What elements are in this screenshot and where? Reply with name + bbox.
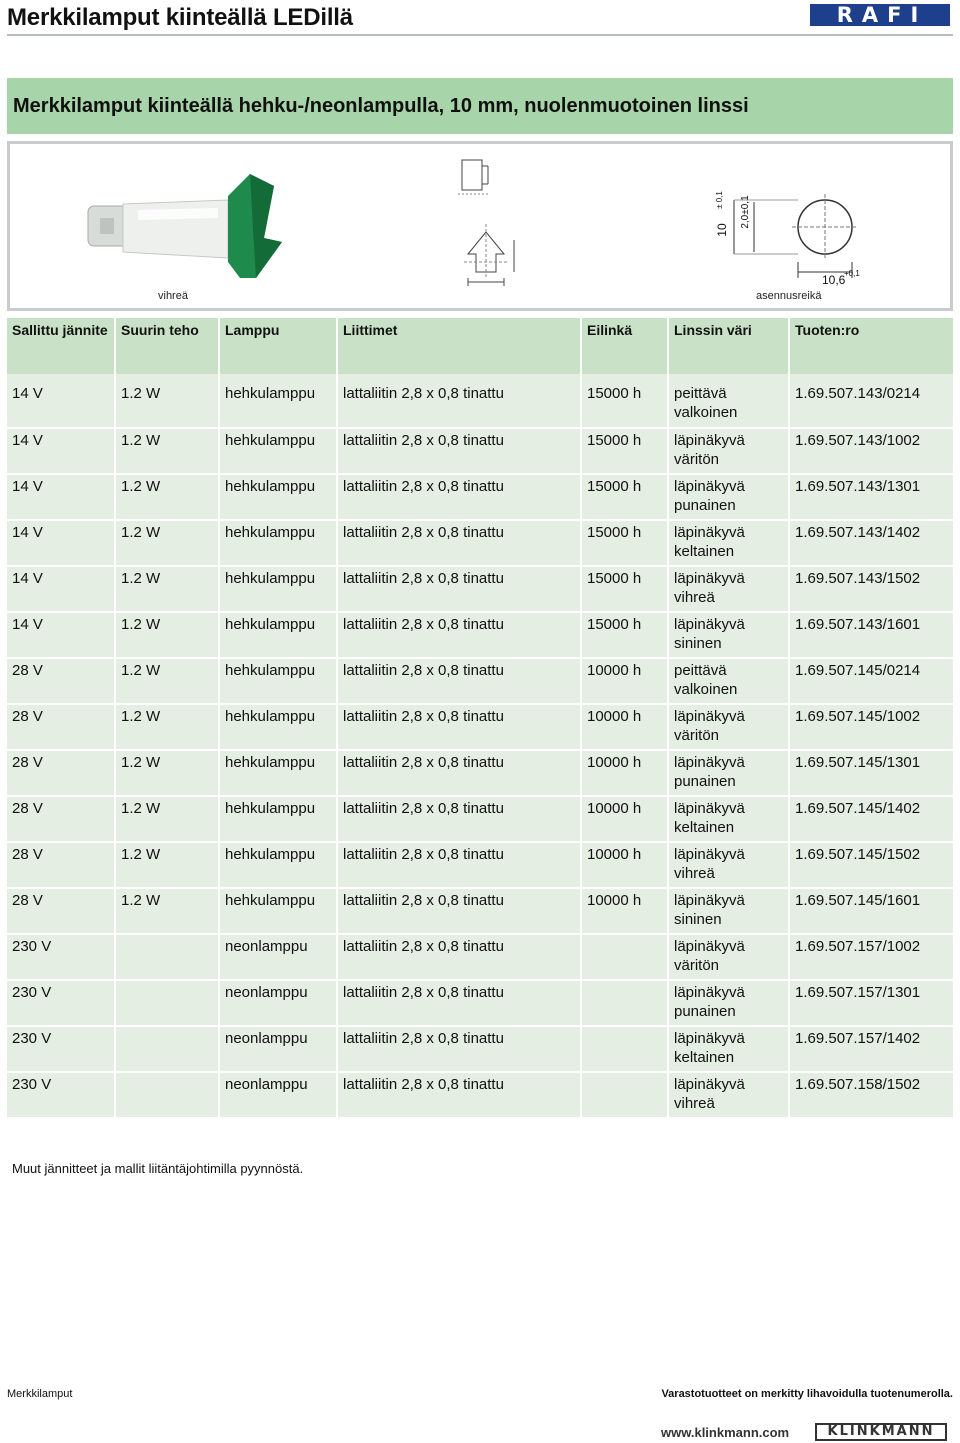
cell-lamp: hehkulamppu [219, 566, 337, 612]
cell-voltage: 14 V [7, 428, 115, 474]
cell-voltage: 14 V [7, 612, 115, 658]
cell-power [115, 980, 219, 1026]
page-title: Merkkilamput kiinteällä LEDillä [7, 4, 353, 31]
cell-product-no: 1.69.507.158/1502 [789, 1072, 953, 1118]
mounting-hole-drawing [710, 172, 880, 287]
col-header-power: Suurin teho [115, 318, 219, 374]
table-header-row [7, 318, 953, 374]
cell-lamp: hehkulamppu [219, 750, 337, 796]
cell-lamp: hehkulamppu [219, 520, 337, 566]
cell-voltage: 230 V [7, 1026, 115, 1072]
cell-terminals: lattaliitin 2,8 x 0,8 tinattu [337, 704, 581, 750]
footer-website-link[interactable]: www.klinkmann.com [661, 1425, 790, 1440]
cell-lens-color: läpinäkyvä vihreä [668, 1072, 789, 1118]
col-header-lens-color: Linssin väri [668, 318, 789, 374]
klinkmann-logo: KLINKMANN [815, 1423, 947, 1441]
cell-terminals: lattaliitin 2,8 x 0,8 tinattu [337, 520, 581, 566]
cell-voltage: 28 V [7, 704, 115, 750]
cell-power [115, 1072, 219, 1118]
cell-terminals: lattaliitin 2,8 x 0,8 tinattu [337, 842, 581, 888]
table-row [7, 888, 953, 934]
cell-lifetime: 10000 h [581, 888, 668, 934]
cell-product-no: 1.69.507.145/0214 [789, 658, 953, 704]
cell-lens-color: läpinäkyvä keltainen [668, 796, 789, 842]
table-row [7, 566, 953, 612]
cell-lens-color: läpinäkyvä punainen [668, 980, 789, 1026]
cell-power: 1.2 W [115, 796, 219, 842]
cell-lamp: hehkulamppu [219, 842, 337, 888]
cell-voltage: 14 V [7, 566, 115, 612]
cell-product-no: 1.69.507.143/1002 [789, 428, 953, 474]
cell-terminals: lattaliitin 2,8 x 0,8 tinattu [337, 612, 581, 658]
cell-product-no: 1.69.507.143/1601 [789, 612, 953, 658]
table-row [7, 474, 953, 520]
table-row [7, 428, 953, 474]
cell-lifetime [581, 980, 668, 1026]
cell-lens-color: peittävä valkoinen [668, 658, 789, 704]
cell-lamp: neonlamppu [219, 1026, 337, 1072]
cell-lifetime: 15000 h [581, 520, 668, 566]
cell-power: 1.2 W [115, 750, 219, 796]
table-spacer-row [7, 374, 953, 382]
cell-terminals: lattaliitin 2,8 x 0,8 tinattu [337, 980, 581, 1026]
col-header-voltage: Sallittu jännite [7, 318, 115, 374]
cell-lens-color: läpinäkyvä keltainen [668, 520, 789, 566]
product-photo [78, 166, 298, 286]
cell-lifetime: 15000 h [581, 428, 668, 474]
cell-lifetime [581, 1026, 668, 1072]
cell-terminals: lattaliitin 2,8 x 0,8 tinattu [337, 796, 581, 842]
cell-terminals: lattaliitin 2,8 x 0,8 tinattu [337, 382, 581, 428]
cell-power: 1.2 W [115, 658, 219, 704]
table-row [7, 842, 953, 888]
cell-terminals: lattaliitin 2,8 x 0,8 tinattu [337, 934, 581, 980]
cell-product-no: 1.69.507.145/1601 [789, 888, 953, 934]
cell-terminals: lattaliitin 2,8 x 0,8 tinattu [337, 888, 581, 934]
cell-lens-color: peittävä valkoinen [668, 382, 789, 428]
title-divider [7, 34, 953, 36]
cell-terminals: lattaliitin 2,8 x 0,8 tinattu [337, 1072, 581, 1118]
cell-voltage: 14 V [7, 474, 115, 520]
cell-lifetime: 15000 h [581, 612, 668, 658]
cell-voltage: 230 V [7, 980, 115, 1026]
cell-lamp: hehkulamppu [219, 704, 337, 750]
cell-lamp: hehkulamppu [219, 658, 337, 704]
product-table [7, 318, 953, 1119]
cell-voltage: 230 V [7, 934, 115, 980]
cell-product-no: 1.69.507.145/1301 [789, 750, 953, 796]
footnote: Muut jännitteet ja mallit liitäntäjohtimilla pyynnöstä. [12, 1161, 304, 1176]
table-row [7, 658, 953, 704]
cell-lifetime: 15000 h [581, 474, 668, 520]
footer-category: Merkkilamput [7, 1388, 73, 1400]
cell-lens-color: läpinäkyvä punainen [668, 474, 789, 520]
col-header-lifetime: Eilinkä [581, 318, 668, 374]
cell-power [115, 1026, 219, 1072]
cell-lens-color: läpinäkyvä väritön [668, 934, 789, 980]
table-row [7, 750, 953, 796]
cell-lamp: hehkulamppu [219, 612, 337, 658]
footer-stock-note: Varastotuotteet on merkitty lihavoidulla tuotenumerolla. [661, 1388, 953, 1400]
table-row [7, 520, 953, 566]
col-header-lamp: Lamppu [219, 318, 337, 374]
cell-terminals: lattaliitin 2,8 x 0,8 tinattu [337, 566, 581, 612]
product-image-panel [7, 141, 953, 311]
table-row [7, 934, 953, 980]
cell-product-no: 1.69.507.143/1502 [789, 566, 953, 612]
cell-power: 1.2 W [115, 842, 219, 888]
cell-voltage: 28 V [7, 888, 115, 934]
cell-voltage: 230 V [7, 1072, 115, 1118]
cell-power: 1.2 W [115, 428, 219, 474]
cell-product-no: 1.69.507.145/1002 [789, 704, 953, 750]
cell-lens-color: läpinäkyvä punainen [668, 750, 789, 796]
dim-hole-height-tol: ± 0,1 [715, 191, 724, 209]
cell-lamp: neonlamppu [219, 1072, 337, 1118]
dim-hole-width: 10,6 [822, 273, 846, 287]
col-header-product-no: Tuoten:ro [789, 318, 953, 374]
drawing-caption: asennusreikä [756, 290, 822, 302]
cell-product-no: 1.69.507.157/1402 [789, 1026, 953, 1072]
dim-hole-width-tol: +0,1 [844, 269, 860, 278]
table-row [7, 704, 953, 750]
cell-lamp: neonlamppu [219, 980, 337, 1026]
section-title: Merkkilamput kiinteällä hehku-/neonlampulla, 10 mm, nuolenmuotoinen linssi [7, 78, 953, 134]
cell-product-no: 1.69.507.143/0214 [789, 382, 953, 428]
cell-lifetime: 15000 h [581, 566, 668, 612]
cell-terminals: lattaliitin 2,8 x 0,8 tinattu [337, 474, 581, 520]
cell-terminals: lattaliitin 2,8 x 0,8 tinattu [337, 1026, 581, 1072]
cell-voltage: 28 V [7, 796, 115, 842]
cell-lens-color: läpinäkyvä keltainen [668, 1026, 789, 1072]
cell-terminals: lattaliitin 2,8 x 0,8 tinattu [337, 428, 581, 474]
cell-power: 1.2 W [115, 520, 219, 566]
cell-power: 1.2 W [115, 888, 219, 934]
cell-product-no: 1.69.507.145/1502 [789, 842, 953, 888]
table-row [7, 796, 953, 842]
cell-voltage: 14 V [7, 520, 115, 566]
cell-lens-color: läpinäkyvä sininen [668, 888, 789, 934]
dim-flat: 2,0±0,1 [740, 195, 751, 229]
dim-hole-height: 10 [715, 223, 729, 237]
cell-lamp: neonlamppu [219, 934, 337, 980]
table-row [7, 1072, 953, 1118]
photo-caption: vihreä [158, 290, 188, 302]
cell-lens-color: läpinäkyvä sininen [668, 612, 789, 658]
cell-voltage: 14 V [7, 382, 115, 428]
cell-power: 1.2 W [115, 474, 219, 520]
cell-lens-color: läpinäkyvä vihreä [668, 566, 789, 612]
cell-terminals: lattaliitin 2,8 x 0,8 tinattu [337, 750, 581, 796]
cell-product-no: 1.69.507.157/1301 [789, 980, 953, 1026]
cell-lamp: hehkulamppu [219, 796, 337, 842]
cell-power: 1.2 W [115, 704, 219, 750]
cell-product-no: 1.69.507.157/1002 [789, 934, 953, 980]
cell-power: 1.2 W [115, 382, 219, 428]
cell-lamp: hehkulamppu [219, 888, 337, 934]
cell-power: 1.2 W [115, 612, 219, 658]
cell-lifetime: 10000 h [581, 704, 668, 750]
cell-lifetime: 10000 h [581, 658, 668, 704]
cell-lamp: hehkulamppu [219, 474, 337, 520]
cell-power [115, 934, 219, 980]
cell-lens-color: läpinäkyvä väritön [668, 704, 789, 750]
cell-terminals: lattaliitin 2,8 x 0,8 tinattu [337, 658, 581, 704]
cell-voltage: 28 V [7, 750, 115, 796]
cell-lifetime: 15000 h [581, 382, 668, 428]
cell-lifetime: 10000 h [581, 796, 668, 842]
table-row [7, 382, 953, 428]
cell-lens-color: läpinäkyvä vihreä [668, 842, 789, 888]
cell-voltage: 28 V [7, 842, 115, 888]
table-row [7, 1026, 953, 1072]
cell-lifetime: 10000 h [581, 750, 668, 796]
cell-power: 1.2 W [115, 566, 219, 612]
side-view-drawing [438, 154, 538, 294]
col-header-terminals: Liittimet [337, 318, 581, 374]
cell-lifetime: 10000 h [581, 842, 668, 888]
cell-lifetime [581, 934, 668, 980]
cell-lens-color: läpinäkyvä väritön [668, 428, 789, 474]
cell-voltage: 28 V [7, 658, 115, 704]
cell-product-no: 1.69.507.145/1402 [789, 796, 953, 842]
rafi-logo: RAFI [810, 4, 950, 26]
cell-product-no: 1.69.507.143/1301 [789, 474, 953, 520]
cell-product-no: 1.69.507.143/1402 [789, 520, 953, 566]
cell-lamp: hehkulamppu [219, 382, 337, 428]
table-row [7, 980, 953, 1026]
cell-lifetime [581, 1072, 668, 1118]
table-row [7, 612, 953, 658]
cell-lamp: hehkulamppu [219, 428, 337, 474]
